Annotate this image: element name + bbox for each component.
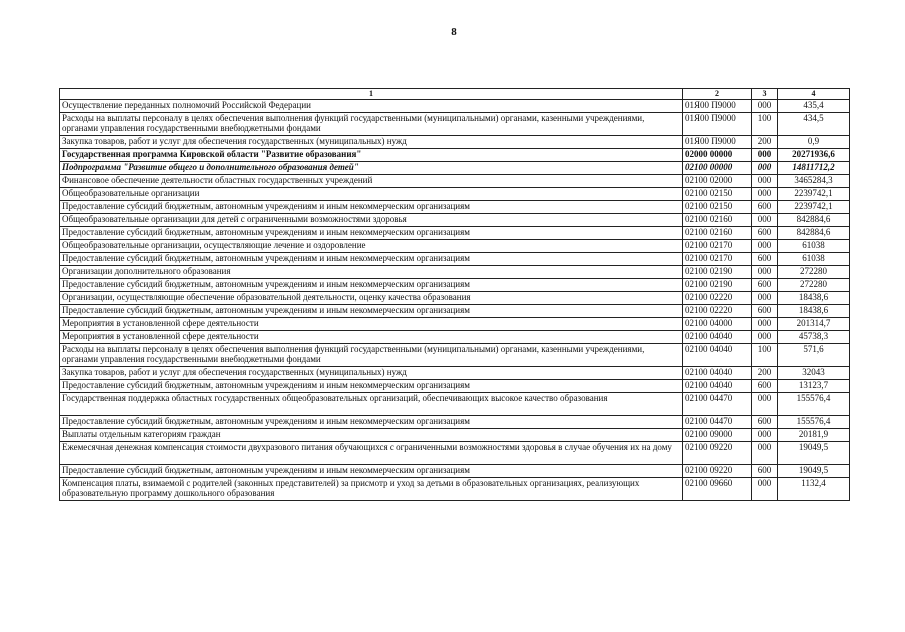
row-amount-cell: 435,4 — [778, 100, 850, 113]
table-row — [60, 478, 850, 501]
row-code-cell: 02100 09220 — [683, 442, 752, 465]
row-expense-type-cell: 600 — [752, 279, 778, 292]
row-expense-type-cell: 000 — [752, 442, 778, 465]
row-expense-type-cell: 600 — [752, 380, 778, 393]
row-code-cell: 02100 04470 — [683, 416, 752, 429]
table-row — [60, 318, 850, 331]
row-amount-cell: 19049,5 — [778, 442, 850, 465]
row-expense-type-cell: 000 — [752, 292, 778, 305]
row-expense-type-cell: 000 — [752, 188, 778, 201]
row-name-cell: Мероприятия в установленной сфере деятельности — [60, 331, 683, 344]
row-expense-type-cell: 200 — [752, 367, 778, 380]
row-name-cell: Закупка товаров, работ и услуг для обеспечения государственных (муниципальных) нужд — [60, 367, 683, 380]
table-row — [60, 100, 850, 113]
row-code-cell: 02100 02220 — [683, 292, 752, 305]
row-expense-type-cell: 200 — [752, 136, 778, 149]
row-expense-type-cell: 000 — [752, 100, 778, 113]
row-name-cell: Общеобразовательные организации для детей с ограниченными возможностями здоровья — [60, 214, 683, 227]
table-row — [60, 292, 850, 305]
row-amount-cell: 32043 — [778, 367, 850, 380]
row-expense-type-cell: 600 — [752, 253, 778, 266]
row-name-cell: Предоставление субсидий бюджетным, автономным учреждениям и иным некоммерческим организациям — [60, 305, 683, 318]
row-amount-cell: 13123,7 — [778, 380, 850, 393]
table-row — [60, 416, 850, 429]
row-name-cell: Общеобразовательные организации — [60, 188, 683, 201]
table-row — [60, 429, 850, 442]
row-name-cell: Закупка товаров, работ и услуг для обеспечения государственных (муниципальных) нужд — [60, 136, 683, 149]
table-row — [60, 380, 850, 393]
row-name-cell: Выплаты отдельным категориям граждан — [60, 429, 683, 442]
row-code-cell: 02100 09000 — [683, 429, 752, 442]
row-amount-cell: 0,9 — [778, 136, 850, 149]
row-amount-cell: 201314,7 — [778, 318, 850, 331]
row-amount-cell: 1132,4 — [778, 478, 850, 501]
table-row — [60, 442, 850, 465]
header-col-4: 4 — [778, 89, 850, 100]
row-amount-cell: 2239742,1 — [778, 188, 850, 201]
row-amount-cell: 842884,6 — [778, 227, 850, 240]
row-code-cell: 02100 02160 — [683, 214, 752, 227]
row-amount-cell: 3465284,3 — [778, 175, 850, 188]
row-name-cell: Предоставление субсидий бюджетным, автономным учреждениям и иным некоммерческим организациям — [60, 253, 683, 266]
table-row — [60, 331, 850, 344]
table-row — [60, 240, 850, 253]
row-amount-cell: 155576,4 — [778, 393, 850, 416]
row-expense-type-cell: 000 — [752, 175, 778, 188]
row-expense-type-cell: 000 — [752, 393, 778, 416]
row-name-cell: Предоставление субсидий бюджетным, автономным учреждениям и иным некоммерческим организациям — [60, 279, 683, 292]
row-expense-type-cell: 000 — [752, 240, 778, 253]
row-code-cell: 02100 04470 — [683, 393, 752, 416]
row-name-cell: Общеобразовательные организации, осуществляющие лечение и оздоровление — [60, 240, 683, 253]
row-code-cell: 01Я00 П9000 — [683, 100, 752, 113]
row-expense-type-cell: 600 — [752, 201, 778, 214]
row-expense-type-cell: 000 — [752, 331, 778, 344]
row-code-cell: 02100 02190 — [683, 266, 752, 279]
row-name-cell: Предоставление субсидий бюджетным, автономным учреждениям и иным некоммерческим организациям — [60, 201, 683, 214]
row-amount-cell: 18438,6 — [778, 305, 850, 318]
table-row — [60, 393, 850, 416]
table-row — [60, 279, 850, 292]
row-amount-cell: 434,5 — [778, 113, 850, 136]
row-amount-cell: 20271936,6 — [778, 149, 850, 162]
row-expense-type-cell: 600 — [752, 465, 778, 478]
table-row — [60, 465, 850, 478]
row-amount-cell: 571,6 — [778, 344, 850, 367]
header-col-2: 2 — [683, 89, 752, 100]
row-amount-cell: 61038 — [778, 253, 850, 266]
row-code-cell: 02100 09660 — [683, 478, 752, 501]
row-code-cell: 02100 04040 — [683, 380, 752, 393]
row-amount-cell: 20181,9 — [778, 429, 850, 442]
table-row — [60, 367, 850, 380]
row-expense-type-cell: 100 — [752, 113, 778, 136]
row-expense-type-cell: 000 — [752, 214, 778, 227]
row-name-cell: Осуществление переданных полномочий Российской Федерации — [60, 100, 683, 113]
row-name-cell: Организации дополнительного образования — [60, 266, 683, 279]
table-row — [60, 113, 850, 136]
row-amount-cell: 14811712,2 — [778, 162, 850, 175]
row-amount-cell: 842884,6 — [778, 214, 850, 227]
table-row — [60, 266, 850, 279]
table-row — [60, 175, 850, 188]
row-expense-type-cell: 000 — [752, 149, 778, 162]
row-amount-cell: 18438,6 — [778, 292, 850, 305]
row-code-cell: 02100 09220 — [683, 465, 752, 478]
row-name-cell: Финансовое обеспечение деятельности областных государственных учреждений — [60, 175, 683, 188]
row-code-cell: 01Я00 П9000 — [683, 113, 752, 136]
row-name-cell: Государственная программа Кировской области "Развитие образования" — [60, 149, 683, 162]
row-name-cell: Государственная поддержка областных государственных общеобразовательных организаций, обеспечивающих высокое качество образования — [60, 393, 683, 416]
table-row — [60, 214, 850, 227]
row-code-cell: 02100 02170 — [683, 253, 752, 266]
header-col-3: 3 — [752, 89, 778, 100]
row-code-cell: 02100 02150 — [683, 201, 752, 214]
row-expense-type-cell: 600 — [752, 227, 778, 240]
row-name-cell: Ежемесячная денежная компенсация стоимости двухразового питания обучающихся с ограниченными возможностями здоровья в случае обучения их на дому — [60, 442, 683, 465]
row-expense-type-cell: 000 — [752, 266, 778, 279]
row-expense-type-cell: 000 — [752, 478, 778, 501]
row-amount-cell: 19049,5 — [778, 465, 850, 478]
row-expense-type-cell: 000 — [752, 429, 778, 442]
row-code-cell: 02100 02190 — [683, 279, 752, 292]
row-expense-type-cell: 000 — [752, 162, 778, 175]
table-row — [60, 188, 850, 201]
row-name-cell: Предоставление субсидий бюджетным, автономным учреждениям и иным некоммерческим организациям — [60, 380, 683, 393]
row-name-cell: Предоставление субсидий бюджетным, автономным учреждениям и иным некоммерческим организациям — [60, 465, 683, 478]
row-amount-cell: 2239742,1 — [778, 201, 850, 214]
row-amount-cell: 61038 — [778, 240, 850, 253]
row-code-cell: 02000 00000 — [683, 149, 752, 162]
row-name-cell: Подпрограмма "Развитие общего и дополнительного образования детей" — [60, 162, 683, 175]
row-code-cell: 01Я00 П9000 — [683, 136, 752, 149]
row-name-cell: Компенсация платы, взимаемой с родителей (законных представителей) за присмотр и уход за детьми в образовательных организациях, реализующих образовательную программу дошкольного образования — [60, 478, 683, 501]
row-name-cell: Предоставление субсидий бюджетным, автономным учреждениям и иным некоммерческим организациям — [60, 416, 683, 429]
row-amount-cell: 45738,3 — [778, 331, 850, 344]
row-code-cell: 02100 00000 — [683, 162, 752, 175]
table-row — [60, 136, 850, 149]
table-row — [60, 253, 850, 266]
row-expense-type-cell: 600 — [752, 305, 778, 318]
row-code-cell: 02100 02000 — [683, 175, 752, 188]
row-expense-type-cell: 600 — [752, 416, 778, 429]
row-code-cell: 02100 04040 — [683, 367, 752, 380]
row-code-cell: 02100 04040 — [683, 331, 752, 344]
row-code-cell: 02100 02170 — [683, 240, 752, 253]
row-expense-type-cell: 100 — [752, 344, 778, 367]
header-col-1: 1 — [60, 89, 683, 100]
row-code-cell: 02100 02160 — [683, 227, 752, 240]
table-row — [60, 227, 850, 240]
row-name-cell: Мероприятия в установленной сфере деятельности — [60, 318, 683, 331]
row-expense-type-cell: 000 — [752, 318, 778, 331]
row-amount-cell: 272280 — [778, 266, 850, 279]
table-row — [60, 149, 850, 162]
row-name-cell: Расходы на выплаты персоналу в целях обеспечения выполнения функций государственными (муниципальными) органами, казенными учреждениями, органами управления государственными внебюджетными фондами — [60, 113, 683, 136]
row-code-cell: 02100 04040 — [683, 344, 752, 367]
table-row — [60, 344, 850, 367]
row-amount-cell: 272280 — [778, 279, 850, 292]
row-name-cell: Расходы на выплаты персоналу в целях обеспечения выполнения функций государственными (муниципальными) органами, казенными учреждениями, органами управления государственными внебюджетными фондами — [60, 344, 683, 367]
table-row — [60, 305, 850, 318]
row-code-cell: 02100 02150 — [683, 188, 752, 201]
budget-table — [59, 88, 850, 501]
page-number: 8 — [451, 26, 457, 38]
table-row — [60, 162, 850, 175]
table-row — [60, 201, 850, 214]
row-code-cell: 02100 02220 — [683, 305, 752, 318]
row-name-cell: Предоставление субсидий бюджетным, автономным учреждениям и иным некоммерческим организациям — [60, 227, 683, 240]
row-code-cell: 02100 04000 — [683, 318, 752, 331]
table-header-row — [60, 89, 850, 100]
row-amount-cell: 155576,4 — [778, 416, 850, 429]
row-name-cell: Организации, осуществляющие обеспечение образовательной деятельности, оценку качества образования — [60, 292, 683, 305]
